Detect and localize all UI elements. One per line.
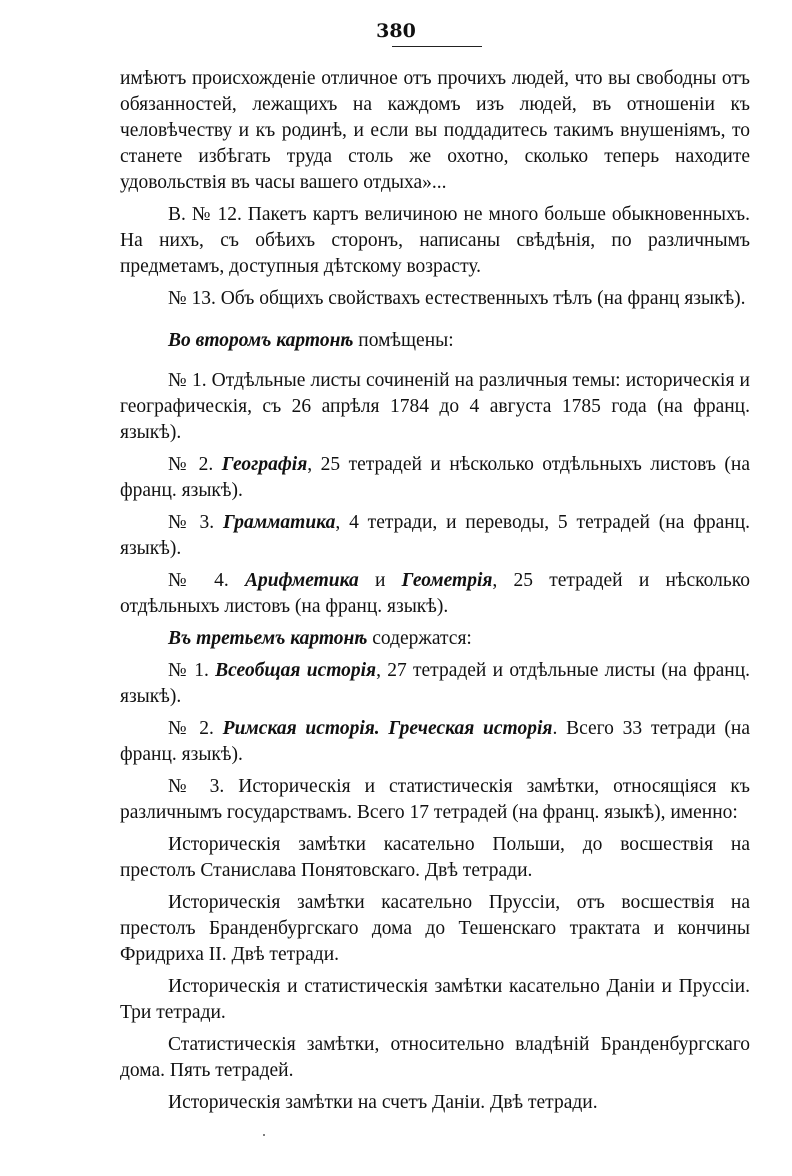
- body-text: [120, 66, 750, 1122]
- s4-number: № 4.: [168, 570, 246, 591]
- paragraph-s1: № 1. Отдѣльные листы сочиненій на различныя темы: историческія и географическія, съ 26 апрѣля 1784 до 4 августа 1785 года (на франц. языкѣ).: [120, 370, 750, 443]
- paragraph-t2: [120, 716, 750, 768]
- s4-rest: , 25 тетрадей и нѣсколько отдѣльныхъ листовъ (на франц. языкѣ).: [120, 570, 751, 617]
- paragraph-note-denmark-prussia: Историческія и статистическія замѣтки касательно Даніи и Пруссіи. Три тетради.: [120, 976, 750, 1023]
- paragraph-note-prussia: Историческія замѣтки касательно Пруссіи, отъ восшествія на престолъ Бранденбургскаго дома до Тешенскаго трактата и кончины Фридриха II. Двѣ тетради.: [120, 892, 750, 965]
- paragraph-s4: [120, 568, 750, 620]
- t1-number: № 1.: [168, 660, 216, 681]
- s3-subject: Грамматика: [222, 512, 336, 533]
- s2-number: № 2.: [168, 454, 222, 475]
- s3-rest: , 4 тетради, и переводы, 5 тетрадей (на франц. языкѣ).: [120, 512, 751, 559]
- s4-subject-1: Арифметика: [245, 570, 359, 591]
- t1-subject: Всеобщая исторія: [215, 660, 377, 681]
- paragraph-note-poland: Историческія замѣтки касательно Польши, до восшествія на престолъ Станислава Понятовскаго. Двѣ тетради.: [120, 834, 750, 881]
- third-box-heading: Въ третьемъ картонѣ: [168, 628, 368, 649]
- paragraph-t1: [120, 658, 750, 710]
- second-box-heading: Во второмъ картонѣ: [168, 330, 354, 351]
- paragraph-n13: № 13. Объ общихъ свойствахъ естественныхъ тѣлъ (на франц языкѣ).: [168, 288, 746, 309]
- paragraph-note-brandenburg: Статистическія замѣтки, относительно владѣній Бранденбургскаго дома. Пять тетрадей.: [120, 1034, 750, 1081]
- s3-number: № 3.: [168, 512, 223, 533]
- paragraph-second-box: [120, 328, 750, 354]
- paragraph-note-denmark: Историческія замѣтки на счетъ Даніи. Двѣ тетради.: [168, 1092, 598, 1113]
- paragraph-b12: В. № 12. Пакетъ картъ величиною не много больше обыкновенныхъ. На нихъ, съ обѣихъ сторонъ, написаны свѣдѣнія, по различнымъ предметамъ, доступныя дѣтскому возрасту.: [120, 204, 750, 277]
- t2-rest: . Всего 33 тетради (на франц. языкѣ).: [120, 718, 750, 765]
- s4-subject-2: Геометрія: [401, 570, 493, 591]
- paragraph-third-box: [120, 626, 750, 652]
- s2-rest: , 25 тетрадей и нѣсколько отдѣльныхъ листовъ (на франц. языкѣ).: [120, 454, 750, 501]
- paragraph-s3: [120, 510, 750, 562]
- header-rule: [392, 46, 482, 47]
- t1-rest: , 27 тетрадей и отдѣльные листы (на франц. языкѣ).: [120, 660, 751, 707]
- s4-and: и: [358, 570, 402, 591]
- paragraph-t3: № 3. Историческія и статистическія замѣтки, относящіяся къ различнымъ государствамъ. Всего 17 тетрадей (на франц. языкѣ), именно:: [120, 776, 750, 823]
- second-box-rest: помѣщены:: [353, 330, 454, 351]
- t2-number: № 2.: [168, 718, 223, 739]
- paragraph-continuation: имѣютъ происхожденіе отличное отъ прочихъ людей, что вы свободны отъ обязанностей, лежащихъ на каждомъ изъ людей, въ отношеніи къ человѣчеству и къ родинѣ, и если вы поддадитесь такимъ внушеніямъ, то станете избѣгать труда столь же охотно, сколько теперь находите удовольствія въ часы вашего отдыха»...: [120, 68, 750, 193]
- paragraph-s2: [120, 452, 750, 504]
- s2-subject: Географія: [221, 454, 308, 475]
- page-number: 380: [376, 20, 416, 42]
- third-box-rest: содержатся:: [367, 628, 472, 649]
- t2-subject: Римская исторія. Греческая исторія: [222, 718, 553, 739]
- scan-speck: [263, 1134, 265, 1136]
